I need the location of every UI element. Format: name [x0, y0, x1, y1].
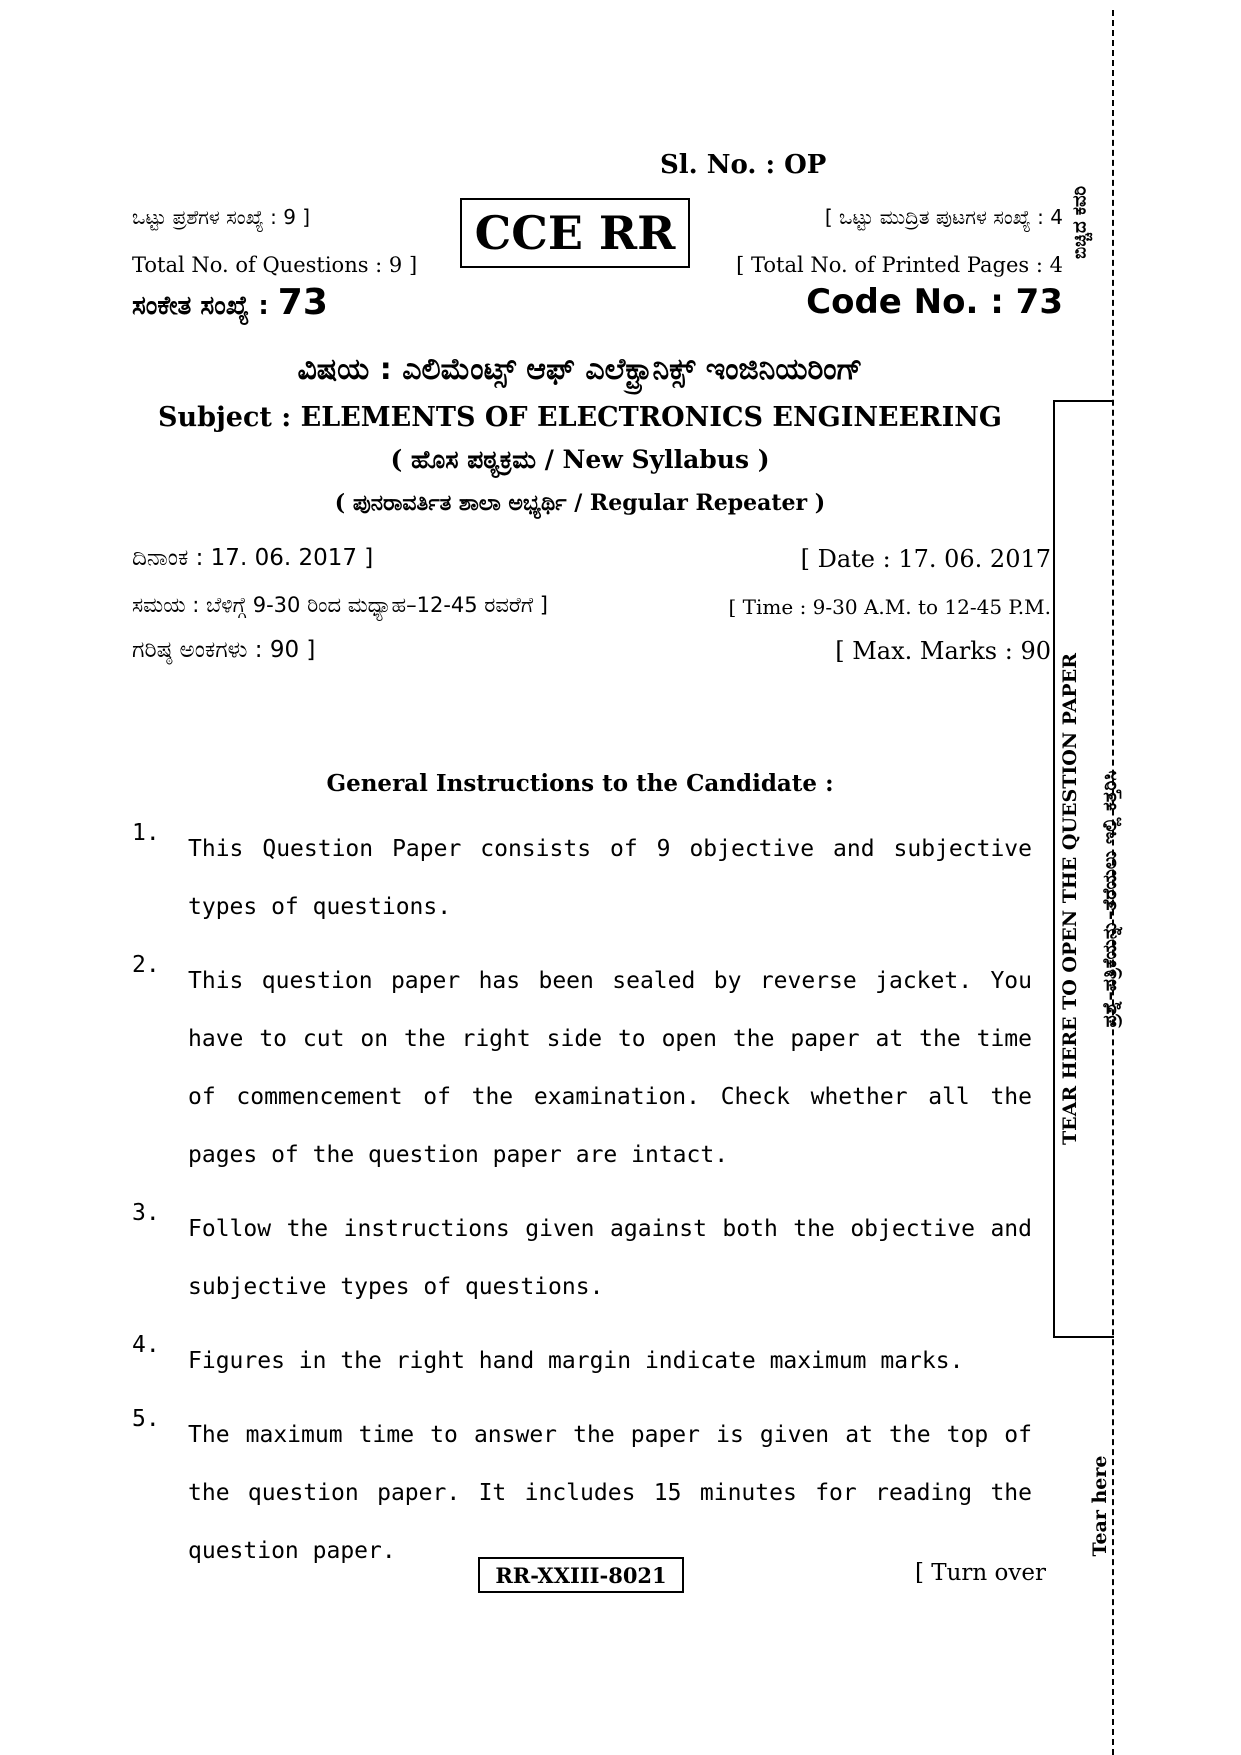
paper-code-box — [478, 1557, 684, 1593]
exam-time: [ Time : 9-30 A.M. to 12-45 P.M. — [728, 595, 1051, 619]
item-number: 2. — [132, 952, 160, 978]
kn-open-label: ಬಿಚ್ಚಿದ ಕವರಿ — [1069, 185, 1091, 260]
kn-total-questions: ಒಟ್ಟು ಪ್ರಶೆಗಳ ಸಂಖ್ಯೆ : 9 ] — [132, 205, 311, 229]
tear-here-instruction: TEAR HERE TO OPEN THE QUESTION PAPER — [1059, 653, 1081, 1145]
exam-code: CCE RR — [474, 206, 676, 260]
kn-code-label: ಸಂಕೇತ ಸಂಖ್ಯೆ : — [132, 291, 278, 321]
paper-code: RR-XXIII-8021 — [495, 1562, 667, 1588]
item-number: 4. — [132, 1332, 160, 1358]
syllabus-label: ( ಹೊಸ ಪಠ್ಯಕ್ರಮ / New Syllabus ) — [390, 445, 770, 474]
max-marks: [ Max. Marks : 90 — [835, 637, 1051, 665]
list-item — [132, 952, 1032, 1184]
item-text: The maximum time to answer the paper is given at the top of the question paper. It includes 15 minutes for reading the question paper. — [188, 1422, 1032, 1564]
total-questions: Total No. of Questions : 9 ] — [132, 253, 418, 277]
kn-exam-date: ದಿನಾಂಕ : 17. 06. 2017 ] — [132, 545, 374, 571]
instructions-title: General Instructions to the Candidate : — [326, 770, 834, 797]
candidate-type-label: ( ಪುನರಾವರ್ತಿತ ಶಾಲಾ ಅಭ್ಯರ್ಥಿ / Regular Repeater ) — [334, 490, 826, 516]
total-pages: [ Total No. of Printed Pages : 4 — [736, 253, 1063, 277]
subject-title: Subject : ELEMENTS OF ELECTRONICS ENGINEERING — [158, 402, 1002, 433]
item-number: 3. — [132, 1200, 160, 1226]
instructions-list — [132, 820, 1032, 1596]
item-number: 5. — [132, 1406, 160, 1432]
serial-number: Sl. No. : OP — [660, 150, 827, 180]
list-item — [132, 1332, 1032, 1390]
list-item — [132, 1200, 1032, 1316]
item-number: 1. — [132, 820, 160, 846]
list-item — [132, 1406, 1032, 1580]
list-item — [132, 820, 1032, 936]
code-number: Code No. : 73 — [806, 282, 1063, 322]
item-text: This question paper has been sealed by reverse jacket. You have to cut on the right side to open the paper at the time of commencement of the examination. Check whether all the pages of the question paper are intact. — [188, 968, 1032, 1168]
item-text: Figures in the right hand margin indicate maximum marks. — [188, 1348, 964, 1374]
exam-date: [ Date : 17. 06. 2017 — [800, 545, 1051, 573]
kn-total-pages: [ ಒಟ್ಟು ಮುದ್ರಿತ ಪುಟಗಳ ಸಂಖ್ಯೆ : 4 — [824, 205, 1063, 229]
kn-exam-time: ಸಮಯ : ಬೆಳಿಗ್ಗೆ 9-30 ರಿಂದ ಮಧ್ಯಾಹ–12-45 ರವರೆಗೆ ] — [132, 593, 548, 617]
kn-max-marks: ಗರಿಷ್ಠ ಅಂಕಗಳು : 90 ] — [132, 637, 316, 663]
kn-tear-here-instruction: ಪ್ರಶ್ನೆ–ಪತ್ರಿಕೆಯನ್ನು–ತೆರೆಯಲು ಇಲ್ಲಿ ಕತ್ತರಿಸಿ — [1099, 770, 1121, 1028]
turn-over-label: [ Turn over — [914, 1560, 1046, 1586]
kn-code-value: 73 — [277, 282, 328, 323]
kn-subject-title: ವಿಷಯ : ಎಲಿಮೆಂಟ್ಸ್ ಆಫ್ ಎಲೆಕ್ಟ್ರಾನಿಕ್ಸ್ ಇಂಜಿನಿಯರಿಂಗ್ — [297, 352, 863, 387]
exam-code-box — [460, 198, 690, 268]
tear-here-label: Tear here — [1089, 1455, 1111, 1557]
item-text: Follow the instructions given against both the objective and subjective types of questions. — [188, 1216, 1032, 1300]
item-text: This Question Paper consists of 9 objective and subjective types of questions. — [188, 836, 1032, 920]
kn-code-number — [132, 282, 328, 323]
